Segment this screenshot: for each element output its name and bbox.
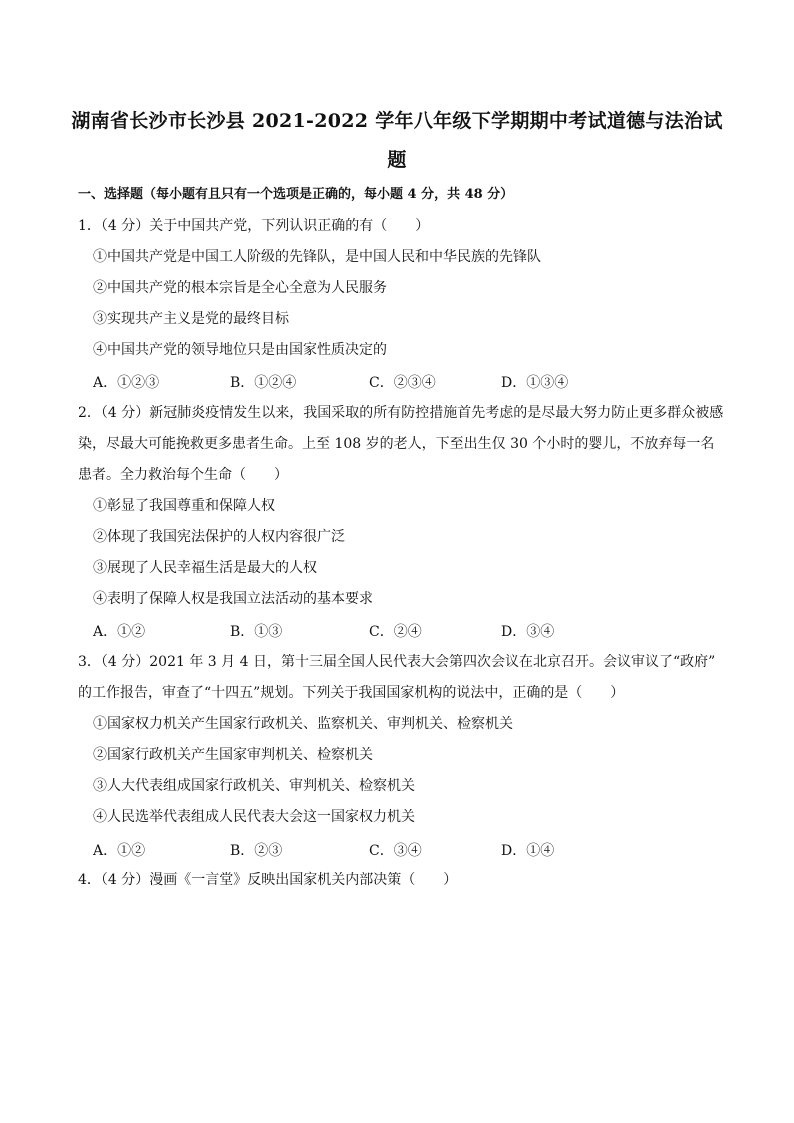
question-2-option-c[interactable]: C．②④ [369, 624, 422, 640]
question-1-option-c[interactable]: C．②③④ [369, 375, 436, 391]
question-1-statement-3: ③实现共产主义是党的最终目标 [93, 311, 289, 327]
question-3-stem-line-1: 3．（4 分）2021 年 3 月 4 日，第十三届全国人民代表大会第四次会议在北京召开。会议审议了“政府” [78, 654, 716, 670]
question-2-option-d[interactable]: D．③④ [501, 624, 555, 640]
question-2-statement-2: ②体现了我国宪法保护的人权内容很广泛 [93, 529, 345, 545]
question-2-statement-1: ①彰显了我国尊重和保障人权 [93, 498, 275, 514]
question-2-statement-3: ③展现了人民幸福生活是最大的人权 [93, 560, 317, 576]
question-3-statement-2: ②国家行政机关产生国家审判机关、检察机关 [93, 747, 373, 763]
question-2-stem-line-3: 患者。全力救治每个生命（ ） [78, 467, 288, 483]
question-1-options [93, 372, 653, 392]
document-title-line-2: 题 [387, 149, 407, 171]
question-1-option-b[interactable]: B．①②④ [230, 375, 297, 391]
question-3-option-a[interactable]: A．①② [93, 843, 146, 859]
question-1-option-d[interactable]: D．①③④ [501, 375, 569, 391]
question-1-option-a[interactable]: A．①②③ [93, 375, 160, 391]
question-3-option-b[interactable]: B．②③ [230, 843, 283, 859]
question-3-statement-4: ④人民选举代表组成人民代表大会这一国家权力机关 [93, 809, 415, 825]
question-2-option-b[interactable]: B．①③ [230, 624, 283, 640]
question-2-stem-line-2: 染，尽最大可能挽救更多患者生命。上至 108 岁的老人，下至出生仅 30 个小时的婴儿，不放弃每一名 [78, 436, 715, 452]
question-1-stem: 1．（4 分）关于中国共产党，下列认识正确的有（ ） [78, 218, 430, 234]
question-3-option-d[interactable]: D．①④ [501, 843, 555, 859]
question-3-stem-line-2: 的工作报告，审查了“十四五”规划。下列关于我国国家机构的说法中，正确的是（ ） [78, 685, 625, 701]
question-1-statement-2: ②中国共产党的根本宗旨是全心全意为人民服务 [93, 280, 387, 296]
question-3-options [93, 840, 653, 860]
question-2-options [93, 621, 653, 641]
question-1-statement-4: ④中国共产党的领导地位只是由国家性质决定的 [93, 342, 387, 358]
question-2-statement-4: ④表明了保障人权是我国立法活动的基本要求 [93, 591, 373, 607]
question-2-stem-line-1: 2．（4 分）新冠肺炎疫情发生以来，我国采取的所有防控措施首先考虑的是尽最大努力防止更多群众被感 [78, 405, 724, 421]
question-3-option-c[interactable]: C．③④ [369, 843, 422, 859]
question-3-statement-3: ③人大代表组成国家行政机关、审判机关、检察机关 [93, 778, 415, 794]
question-2-option-a[interactable]: A．①② [93, 624, 146, 640]
section-heading: 一、选择题（每小题有且只有一个选项是正确的，每小题 4 分，共 48 分） [78, 187, 514, 202]
question-3-statement-1: ①国家权力机关产生国家行政机关、监察机关、审判机关、检察机关 [93, 716, 513, 732]
question-1-statement-1: ①中国共产党是中国工人阶级的先锋队，是中国人民和中华民族的先锋队 [93, 249, 541, 265]
document-title-line-1: 湖南省长沙市长沙县 2021-2022 学年八年级下学期期中考试道德与法治试 [71, 110, 723, 132]
question-4-stem: 4．（4 分）漫画《一言堂》反映出国家机关内部决策（ ） [78, 872, 458, 888]
